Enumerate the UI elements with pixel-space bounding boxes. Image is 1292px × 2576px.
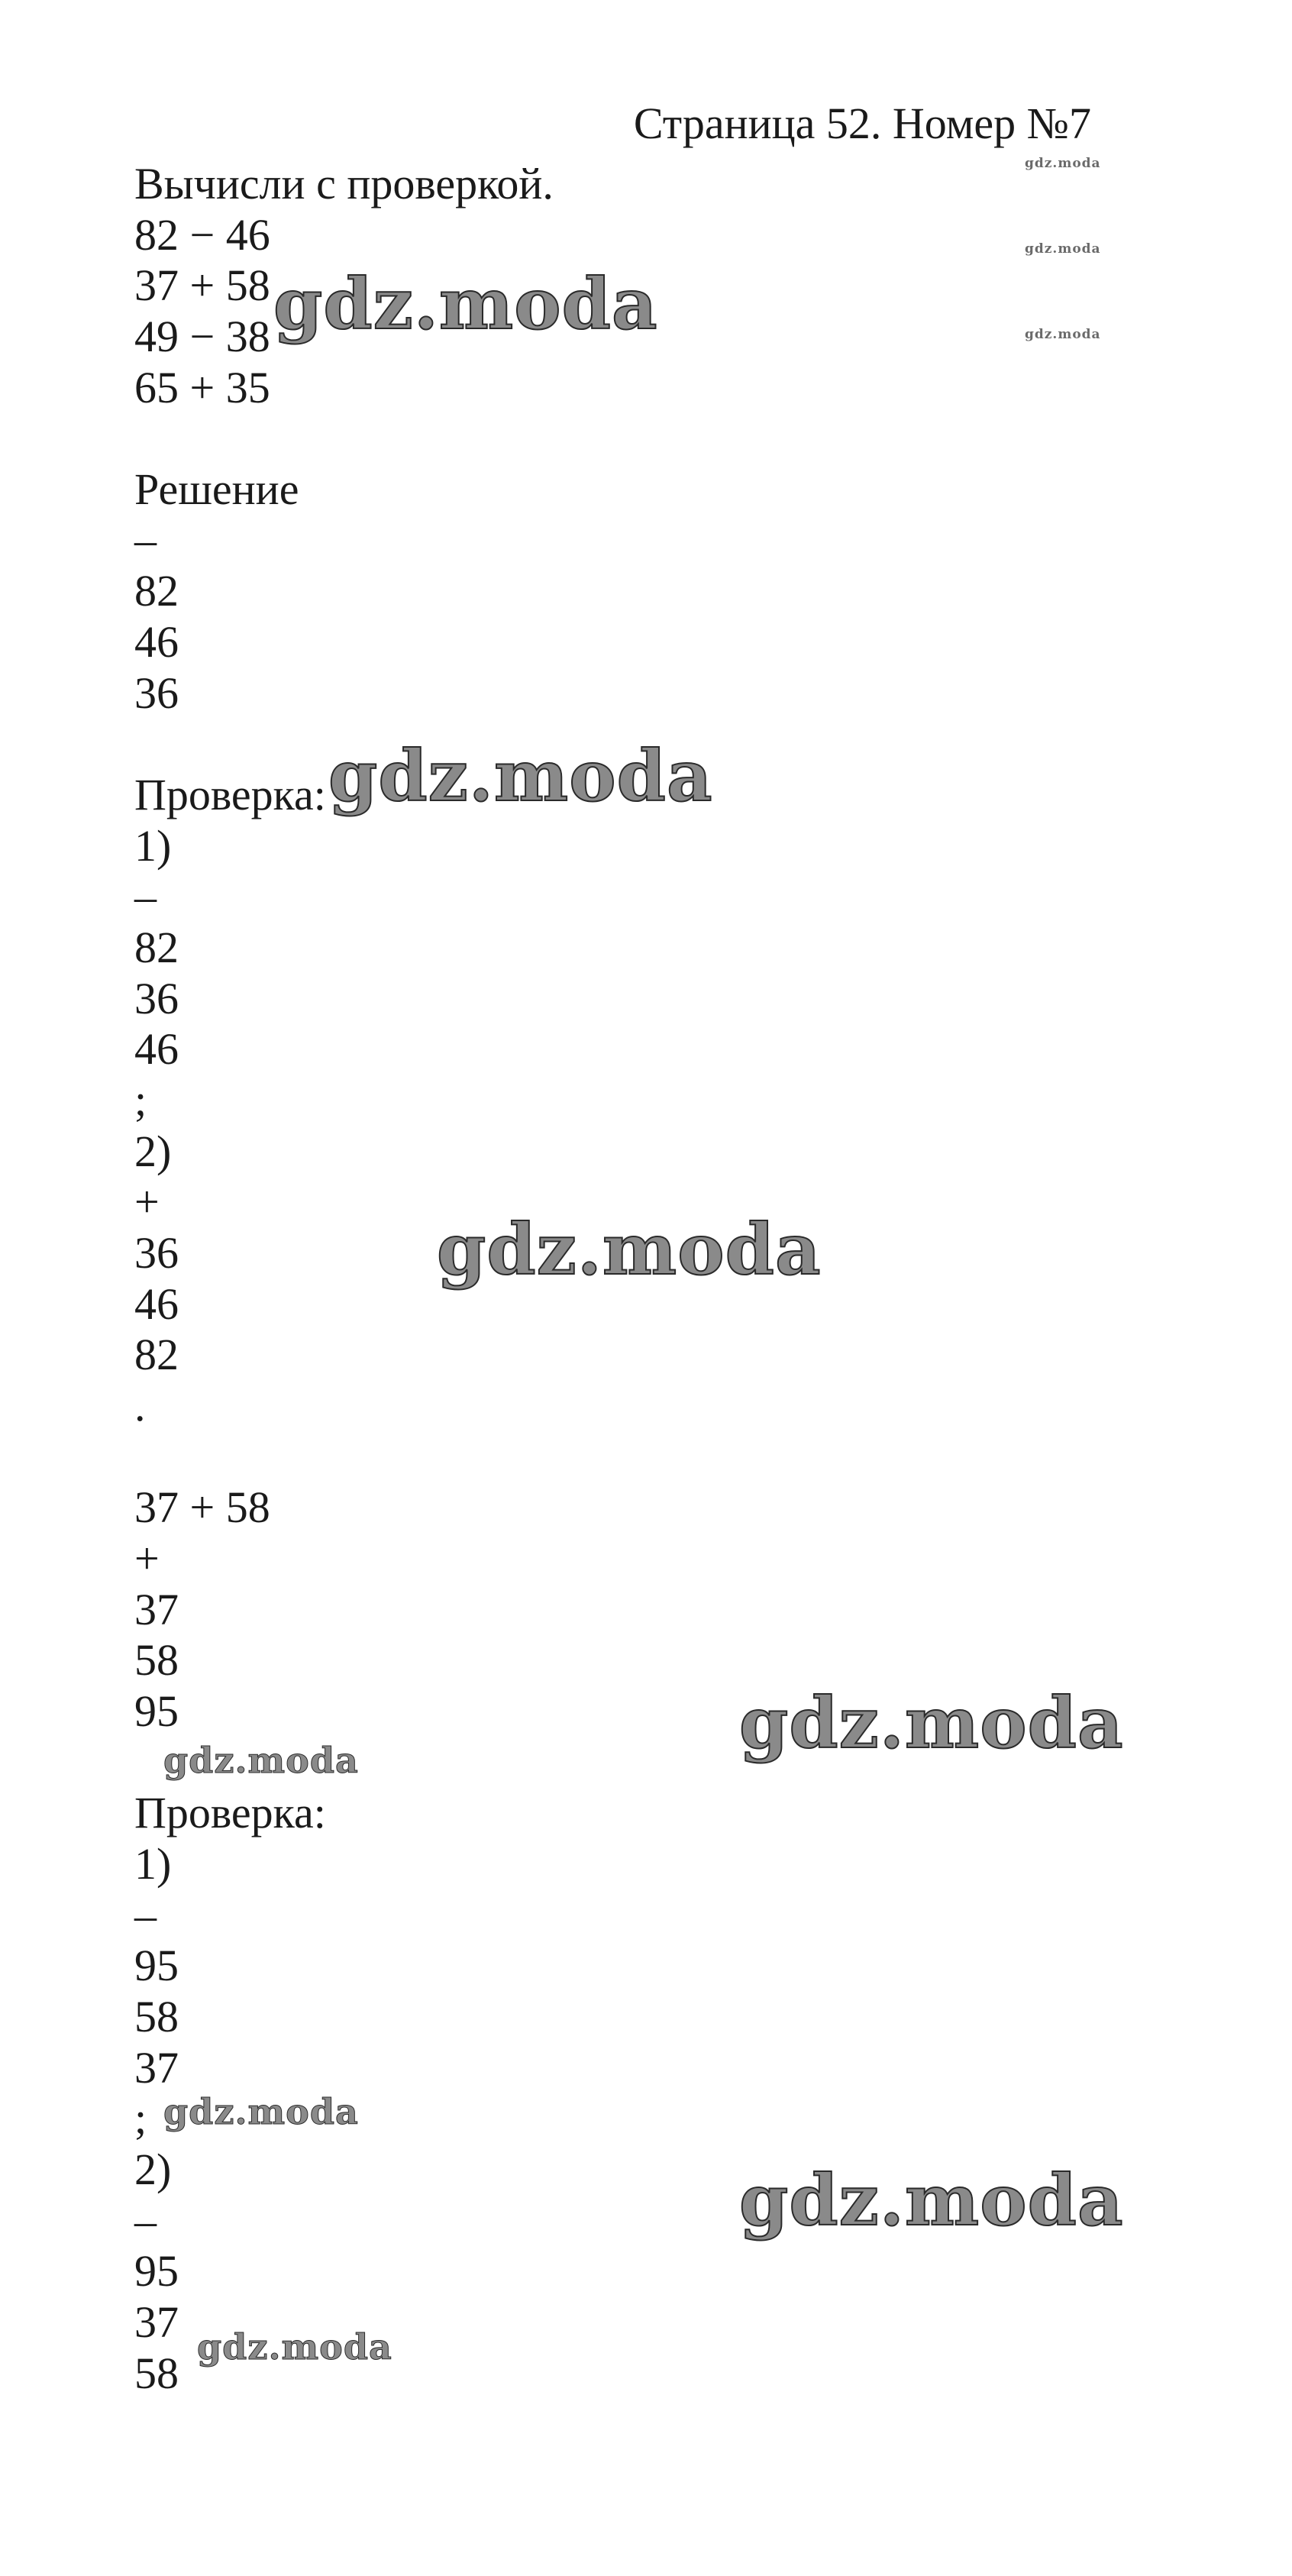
watermark: gdz.moda — [1025, 327, 1101, 342]
separator-mark: . — [134, 1381, 146, 1430]
watermark: gdz.moda — [197, 2326, 392, 2368]
column-number: 36 — [134, 668, 179, 718]
column-number: 95 — [134, 1941, 179, 1990]
column-number: 58 — [134, 1992, 179, 2041]
watermark: gdz.moda — [739, 2159, 1124, 2241]
column-number: 82 — [134, 566, 179, 616]
column-number: 37 — [134, 1585, 179, 1634]
separator-mark: ; — [134, 2093, 147, 2143]
watermark: gdz.moda — [1025, 241, 1101, 257]
check-step-number: 1) — [134, 1839, 172, 1889]
column-number: 36 — [134, 1228, 179, 1278]
expression-line: 37 + 58 — [134, 260, 270, 310]
watermark: gdz.moda — [739, 1682, 1124, 1764]
expression-line: 49 − 38 — [134, 312, 270, 361]
expression-line: 65 + 35 — [134, 363, 270, 412]
check-step-number: 2) — [134, 1126, 172, 1176]
watermark: gdz.moda — [328, 735, 713, 817]
check-label: Проверка: — [134, 1788, 326, 1837]
check-label: Проверка: — [134, 770, 326, 819]
column-number: 46 — [134, 1024, 179, 1074]
column-number: 36 — [134, 974, 179, 1023]
check-step-number: 1) — [134, 821, 172, 871]
column-number: 46 — [134, 1279, 179, 1329]
column-number: 46 — [134, 617, 179, 667]
column-number: 58 — [134, 2348, 179, 2398]
column-number: 95 — [134, 1686, 179, 1736]
watermark: gdz.moda — [163, 2091, 359, 2132]
column-number: 82 — [134, 923, 179, 972]
operation-sign: + — [134, 1534, 160, 1583]
operation-sign: – — [134, 1890, 157, 1940]
column-number: 95 — [134, 2246, 179, 2296]
separator-mark: ; — [134, 1075, 147, 1125]
column-number: 37 — [134, 2043, 179, 2093]
task-instruction: Вычисли с проверкой. — [134, 159, 554, 208]
solution-heading: Решение — [134, 464, 299, 514]
operation-sign: – — [134, 515, 157, 564]
watermark: gdz.moda — [437, 1208, 822, 1291]
expression-line: 37 + 58 — [134, 1482, 270, 1532]
page-title: Страница 52. Номер №7 — [633, 99, 1091, 148]
operation-sign: – — [134, 871, 157, 921]
operation-sign: – — [134, 2196, 157, 2245]
watermark: gdz.moda — [273, 263, 658, 345]
watermark: gdz.moda — [1025, 156, 1101, 171]
column-number: 82 — [134, 1330, 179, 1379]
expression-line: 82 − 46 — [134, 210, 270, 260]
column-number: 37 — [134, 2297, 179, 2347]
watermark: gdz.moda — [163, 1740, 359, 1781]
operation-sign: + — [134, 1177, 160, 1227]
column-number: 58 — [134, 1635, 179, 1685]
check-step-number: 2) — [134, 2145, 172, 2194]
